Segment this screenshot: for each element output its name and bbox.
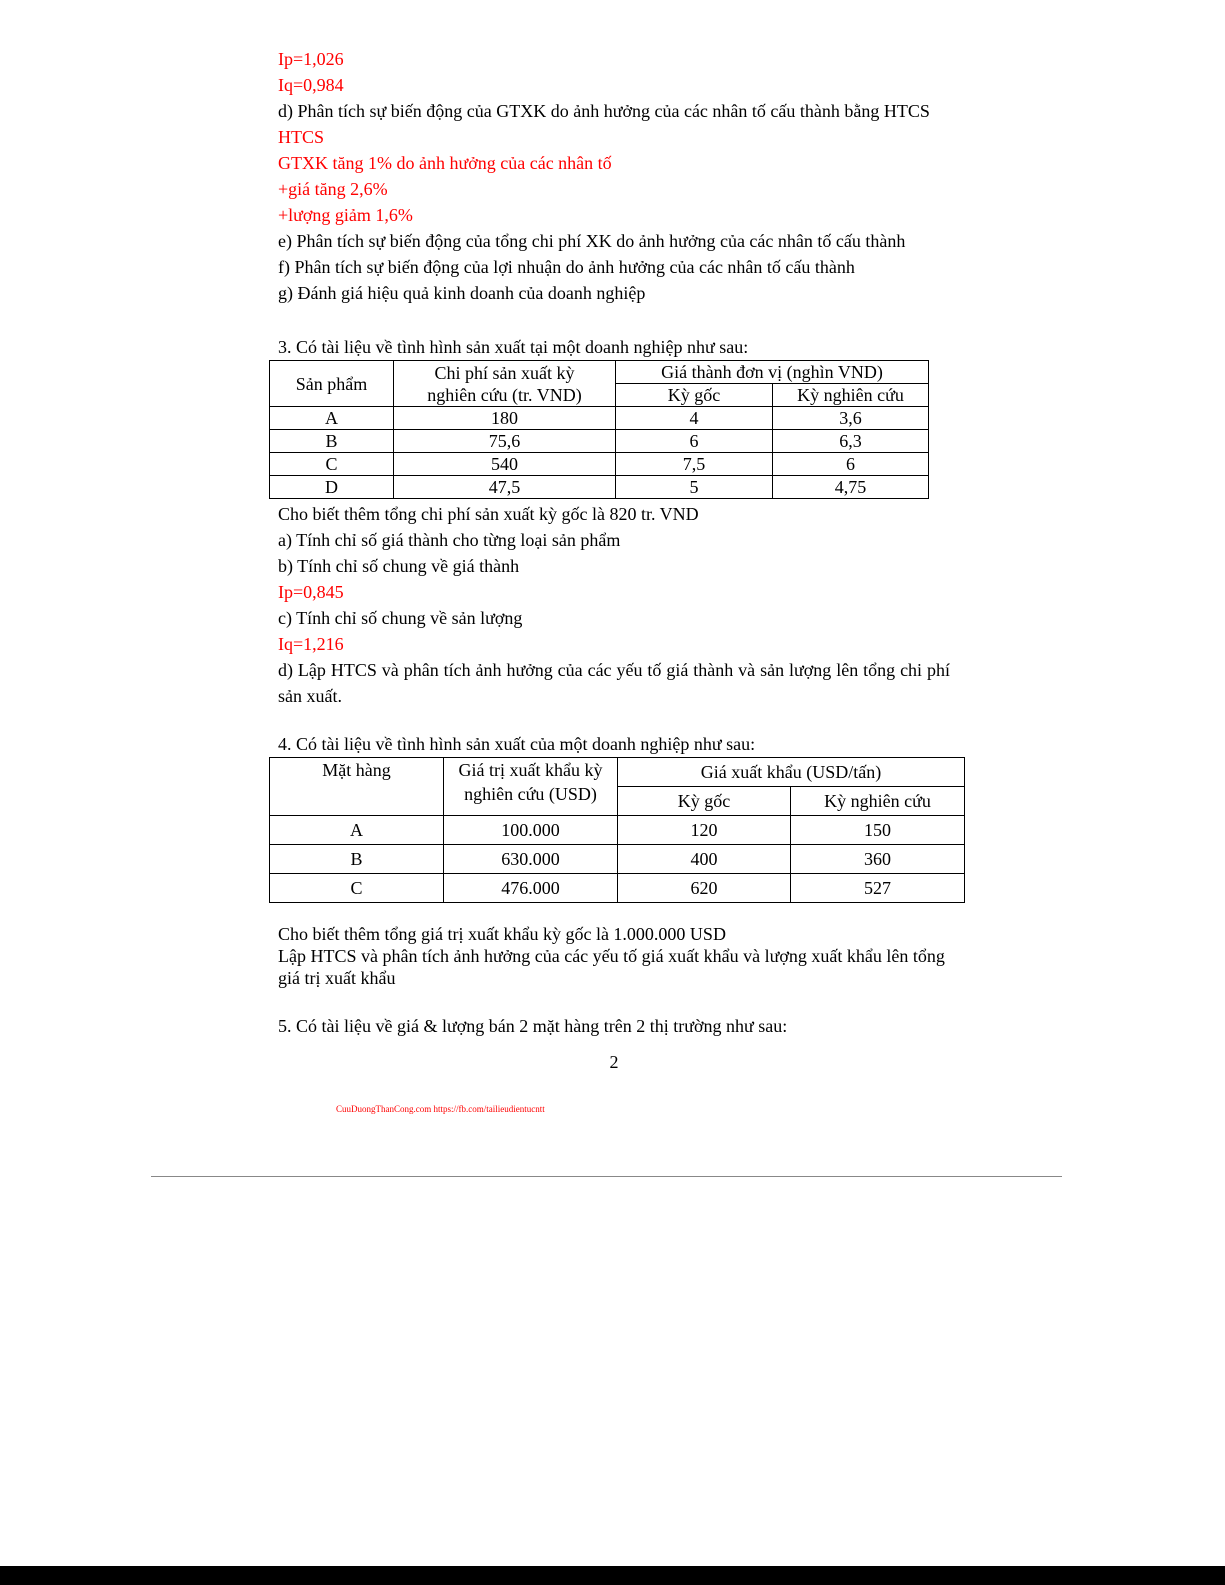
table-cell: 150 — [791, 816, 965, 845]
table-row — [270, 407, 929, 430]
question-f: f) Phân tích sự biến động của lợi nhuận do ảnh hưởng của các nhân tố cấu thành — [278, 257, 855, 277]
answer-line: GTXK tăng 1% do ảnh hưởng của các nhân tố — [278, 153, 612, 173]
answer-line: +lượng giảm 1,6% — [278, 205, 413, 225]
table-cell: 540 — [394, 453, 616, 476]
header-base: Kỳ gốc — [616, 384, 773, 407]
question-c: c) Tính chỉ số chung về sản lượng — [278, 608, 523, 628]
table-cell: 4,75 — [773, 476, 929, 499]
table-cell: 6 — [773, 453, 929, 476]
section-2-continued — [278, 46, 950, 306]
question-a: a) Tính chỉ số giá thành cho từng loại sản phẩm — [278, 530, 621, 550]
ip-answer: Ip=1,026 — [278, 49, 344, 69]
table-cell: 527 — [791, 874, 965, 903]
ip-answer: Ip=0,845 — [278, 582, 344, 602]
table-cell: D — [270, 476, 394, 499]
page-content — [278, 46, 950, 1115]
iq-answer: Iq=1,216 — [278, 634, 344, 654]
question-e: e) Phân tích sự biến động của tổng chi phí XK do ảnh hưởng của các nhân tố cấu thành — [278, 231, 906, 251]
header-item: Mặt hàng — [270, 758, 444, 816]
question-b: b) Tính chỉ số chung về giá thành — [278, 556, 520, 576]
table-cell: 120 — [618, 816, 791, 845]
section-3-note: Cho biết thêm tổng chi phí sản xuất kỳ gốc là 820 tr. VND — [278, 504, 699, 524]
page-number: 2 — [609, 1052, 619, 1072]
answer-title: HTCS — [278, 127, 325, 147]
header-study: Kỳ nghiên cứu — [791, 787, 965, 816]
table-row — [270, 816, 965, 845]
table-cell: 5 — [616, 476, 773, 499]
header-value: Giá trị xuất khẩu kỳ nghiên cứu (USD) — [444, 758, 618, 816]
header-unit-price: Giá thành đơn vị (nghìn VND) — [616, 361, 929, 384]
table-cell: 6 — [616, 430, 773, 453]
table-row — [270, 845, 965, 874]
section-3-text — [278, 501, 950, 709]
export-value-table — [269, 757, 965, 903]
table-row — [270, 476, 929, 499]
section-4-task: Lập HTCS và phân tích ảnh hưởng của các yếu tố giá xuất khẩu và lượng xuất khẩu lên tổng giá trị xuất khẩu — [278, 946, 945, 988]
question-g: g) Đánh giá hiệu quả kinh doanh của doanh nghiệp — [278, 283, 646, 303]
table-row — [270, 874, 965, 903]
bottom-bar — [0, 1566, 1225, 1585]
question-d: d) Phân tích sự biến động của GTXK do ảnh hưởng của các nhân tố cấu thành bằng HTCS — [278, 101, 930, 121]
table-cell: 47,5 — [394, 476, 616, 499]
answer-line: +giá tăng 2,6% — [278, 179, 388, 199]
header-base: Kỳ gốc — [618, 787, 791, 816]
header-product: Sản phẩm — [270, 361, 394, 407]
table-cell: B — [270, 845, 444, 874]
table-cell: 100.000 — [444, 816, 618, 845]
table-cell: 476.000 — [444, 874, 618, 903]
table-row — [270, 453, 929, 476]
table-cell: B — [270, 430, 394, 453]
page-divider — [151, 1176, 1062, 1177]
table-cell: 400 — [618, 845, 791, 874]
table-cell: C — [270, 874, 444, 903]
table-cell: C — [270, 453, 394, 476]
section-3-title: 3. Có tài liệu về tình hình sản xuất tại một doanh nghiệp như sau: — [278, 337, 749, 357]
table-cell: A — [270, 816, 444, 845]
table-cell: 620 — [618, 874, 791, 903]
header-price: Giá xuất khẩu (USD/tấn) — [618, 758, 965, 787]
table-cell: 360 — [791, 845, 965, 874]
section-4-text — [278, 923, 950, 989]
footer-watermark: CuuDuongThanCong.com https://fb.com/tailieudientucntt — [336, 1104, 545, 1114]
header-study: Kỳ nghiên cứu — [773, 384, 929, 407]
table-cell: 6,3 — [773, 430, 929, 453]
section-4-title: 4. Có tài liệu về tình hình sản xuất của một doanh nghiệp như sau: — [278, 734, 756, 754]
section-5-title: 5. Có tài liệu về giá & lượng bán 2 mặt hàng trên 2 thị trường như sau: — [278, 1016, 788, 1036]
table-cell: 75,6 — [394, 430, 616, 453]
table-cell: 630.000 — [444, 845, 618, 874]
table-cell: 4 — [616, 407, 773, 430]
production-cost-table — [269, 360, 929, 499]
question-d: d) Lập HTCS và phân tích ảnh hưởng của các yếu tố giá thành và sản lượng lên tổng chi phí sản xuất. — [278, 660, 950, 706]
table-cell: 7,5 — [616, 453, 773, 476]
table-cell: 180 — [394, 407, 616, 430]
table-cell: A — [270, 407, 394, 430]
section-4-note: Cho biết thêm tổng giá trị xuất khẩu kỳ gốc là 1.000.000 USD — [278, 924, 726, 944]
table-row — [270, 430, 929, 453]
iq-answer: Iq=0,984 — [278, 75, 344, 95]
header-cost: Chi phí sản xuất kỳ nghiên cứu (tr. VND) — [394, 361, 616, 407]
table-cell: 3,6 — [773, 407, 929, 430]
